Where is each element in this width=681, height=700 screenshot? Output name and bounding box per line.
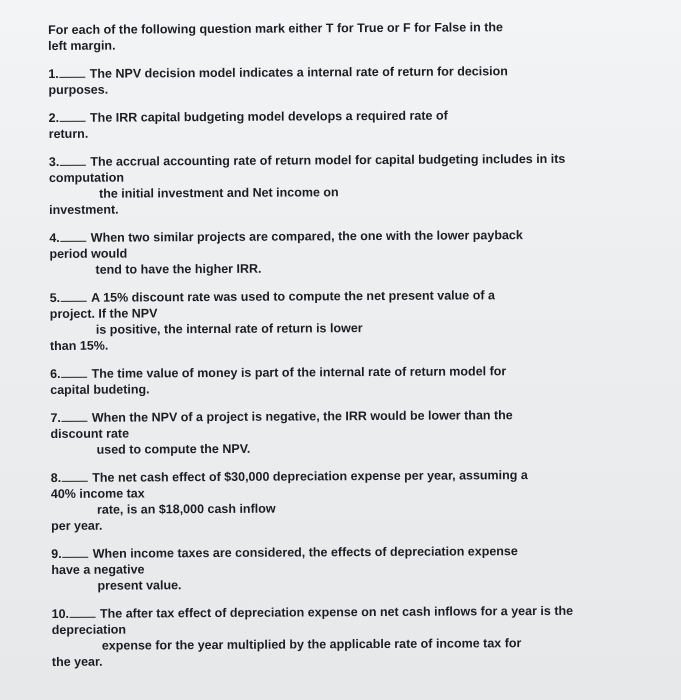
question-number: 4. xyxy=(49,230,60,245)
question-text: used to compute the NPV. xyxy=(96,441,251,457)
question-text: purposes. xyxy=(48,82,109,97)
question-number: 2. xyxy=(48,110,60,125)
question-text: rate, is an $18,000 cash inflow xyxy=(96,501,276,517)
question-text: The IRR capital budgeting model develops a required rate of xyxy=(89,108,448,125)
answer-blank[interactable] xyxy=(62,365,88,378)
question-8 xyxy=(51,465,651,534)
answer-blank[interactable] xyxy=(63,545,89,558)
answer-blank[interactable] xyxy=(61,229,87,242)
question-text: return. xyxy=(48,126,89,141)
question-text: When the NPV of a project is negative, the IRR would be lower than the xyxy=(91,408,513,425)
question-number: 7. xyxy=(50,410,61,425)
question-number: 9. xyxy=(51,546,62,561)
question-text: present value. xyxy=(97,578,182,593)
question-text: the initial investment and Net income on xyxy=(99,185,339,201)
question-number: 5. xyxy=(49,290,61,305)
question-text: per year. xyxy=(51,518,103,533)
question-text: project. If the NPV xyxy=(49,306,158,321)
question-text: the year. xyxy=(51,654,103,669)
question-number: 8. xyxy=(50,470,62,485)
question-text: than 15%. xyxy=(49,338,109,353)
question-6 xyxy=(50,361,650,398)
question-4 xyxy=(49,225,649,278)
question-number: 3. xyxy=(48,154,60,169)
instructions-line: left margin. xyxy=(48,38,116,53)
question-3 xyxy=(49,149,649,218)
question-number: 1. xyxy=(48,66,59,81)
question-text: discount rate xyxy=(50,426,130,441)
answer-blank[interactable] xyxy=(60,109,86,122)
question-text: tend to have the higher IRR. xyxy=(95,261,262,277)
instructions-line: For each of the following question mark either T for True or F for False in the xyxy=(48,20,504,37)
answer-blank[interactable] xyxy=(61,289,87,302)
question-1 xyxy=(48,61,648,98)
question-text: When income taxes are considered, the effects of depreciation expense xyxy=(92,544,518,561)
question-text: capital budeting. xyxy=(50,382,150,397)
question-text: have a negative xyxy=(51,562,145,577)
answer-blank[interactable] xyxy=(70,605,96,618)
answer-blank[interactable] xyxy=(60,153,86,166)
question-5 xyxy=(50,285,650,354)
question-text: The net cash effect of $30,000 depreciation expense per year, assuming a xyxy=(92,468,528,485)
instructions xyxy=(48,18,648,54)
question-10 xyxy=(52,601,652,670)
question-2 xyxy=(49,105,649,142)
question-text: expense for the year multiplied by the applicable rate of income tax for xyxy=(101,636,522,653)
question-number: 10. xyxy=(51,606,70,621)
question-text: The after tax effect of depreciation expense on net cash inflows for a year is the xyxy=(99,603,574,621)
answer-blank[interactable] xyxy=(60,65,86,78)
question-text: investment. xyxy=(49,202,119,217)
answer-blank[interactable] xyxy=(62,469,88,482)
question-text: When two similar projects are compared, the one with the lower payback xyxy=(90,228,523,245)
question-text: The NPV decision model indicates a internal rate of return for decision xyxy=(89,64,508,81)
question-9 xyxy=(51,541,651,594)
question-sheet xyxy=(48,18,652,670)
question-text: The time value of money is part of the internal rate of return model for xyxy=(91,364,507,381)
question-text: The accrual accounting rate of return model for capital budgeting includes in its xyxy=(90,151,566,169)
question-text: computation xyxy=(48,170,124,185)
question-number: 6. xyxy=(50,366,61,381)
question-text: period would xyxy=(49,246,128,261)
question-text: 40% income tax xyxy=(50,486,145,501)
answer-blank[interactable] xyxy=(62,409,88,422)
question-text: is positive, the internal rate of return is lower xyxy=(95,321,363,337)
question-text: depreciation xyxy=(51,622,127,637)
question-7 xyxy=(50,405,650,458)
question-text: A 15% discount rate was used to compute the net present value of a xyxy=(91,288,495,305)
